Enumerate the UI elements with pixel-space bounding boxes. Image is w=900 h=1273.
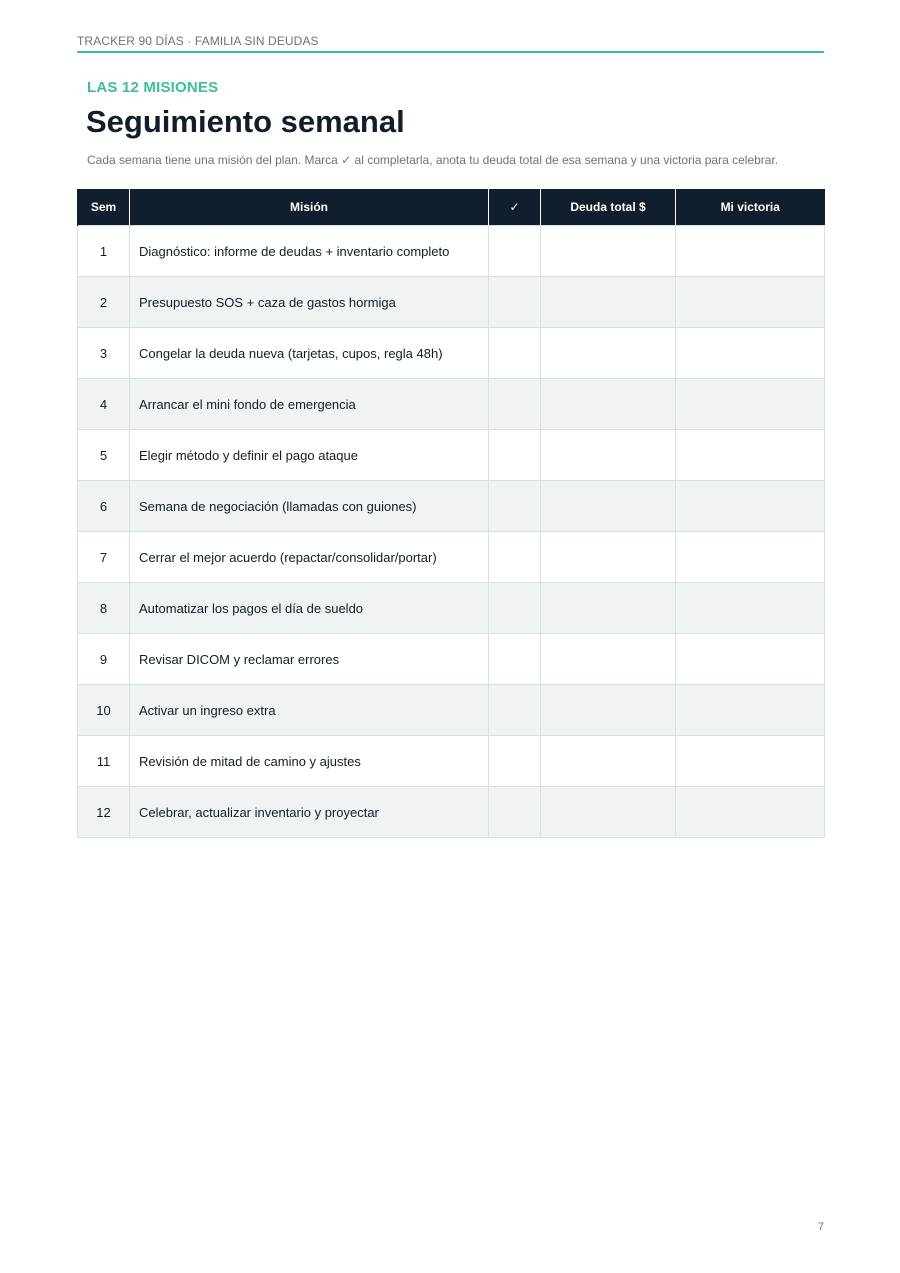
week-number-cell: 3 [78,328,130,379]
victory-cell[interactable] [676,379,825,430]
mission-cell: Revisar DICOM y reclamar errores [130,634,489,685]
victory-cell[interactable] [676,430,825,481]
mission-cell: Automatizar los pagos el día de sueldo [130,583,489,634]
check-cell[interactable] [489,328,541,379]
page-subtitle: Cada semana tiene una misión del plan. Marca ✓ al completarla, anota tu deuda total de esa semana y una victoria para celebrar. [87,153,779,167]
week-number-cell: 5 [78,430,130,481]
debt-total-cell[interactable] [541,634,676,685]
victory-cell[interactable] [676,685,825,736]
check-cell[interactable] [489,583,541,634]
table-row [78,532,825,583]
check-cell[interactable] [489,736,541,787]
check-cell[interactable] [489,532,541,583]
victory-cell[interactable] [676,736,825,787]
table-body [78,226,825,838]
week-number-cell: 9 [78,634,130,685]
page-number: 7 [817,1221,824,1233]
mission-cell: Congelar la deuda nueva (tarjetas, cupos, regla 48h) [130,328,489,379]
check-cell[interactable] [489,787,541,838]
mission-cell: Cerrar el mejor acuerdo (repactar/consolidar/portar) [130,532,489,583]
week-number-cell: 10 [78,685,130,736]
debt-total-cell[interactable] [541,430,676,481]
debt-total-cell[interactable] [541,583,676,634]
debt-total-cell[interactable] [541,481,676,532]
victory-cell[interactable] [676,226,825,277]
victory-cell[interactable] [676,583,825,634]
table-row [78,634,825,685]
debt-total-cell[interactable] [541,379,676,430]
debt-total-cell[interactable] [541,736,676,787]
victory-cell[interactable] [676,634,825,685]
debt-total-cell[interactable] [541,328,676,379]
week-number-cell: 6 [78,481,130,532]
section-eyebrow: LAS 12 MISIONES [87,79,219,96]
victory-cell[interactable] [676,532,825,583]
table-row [78,736,825,787]
column-header-check: ✓ [489,189,541,226]
mission-cell: Presupuesto SOS + caza de gastos hormiga [130,277,489,328]
weekly-tracker-table [77,189,825,838]
table-row [78,226,825,277]
mission-cell: Revisión de mitad de camino y ajustes [130,736,489,787]
table-row [78,787,825,838]
week-number-cell: 8 [78,583,130,634]
mission-cell: Arrancar el mini fondo de emergencia [130,379,489,430]
debt-total-cell[interactable] [541,226,676,277]
table-row [78,481,825,532]
table-row [78,277,825,328]
victory-cell[interactable] [676,277,825,328]
victory-cell[interactable] [676,481,825,532]
running-header: TRACKER 90 DÍAS · FAMILIA SIN DEUDAS [77,34,824,53]
check-cell[interactable] [489,634,541,685]
check-cell[interactable] [489,430,541,481]
week-number-cell: 1 [78,226,130,277]
table-row [78,328,825,379]
victory-cell[interactable] [676,328,825,379]
column-header-victory: Mi victoria [676,189,825,226]
mission-cell: Celebrar, actualizar inventario y proyectar [130,787,489,838]
mission-cell: Semana de negociación (llamadas con guiones) [130,481,489,532]
week-number-cell: 11 [78,736,130,787]
column-header-sem: Sem [78,189,130,226]
page-title: Seguimiento semanal [86,104,405,139]
table-row [78,430,825,481]
debt-total-cell[interactable] [541,685,676,736]
debt-total-cell[interactable] [541,532,676,583]
week-number-cell: 12 [78,787,130,838]
check-cell[interactable] [489,226,541,277]
table-row [78,583,825,634]
mission-cell: Diagnóstico: informe de deudas + inventario completo [130,226,489,277]
column-header-mision: Misión [130,189,489,226]
mission-cell: Elegir método y definir el pago ataque [130,430,489,481]
week-number-cell: 4 [78,379,130,430]
check-cell[interactable] [489,379,541,430]
debt-total-cell[interactable] [541,787,676,838]
debt-total-cell[interactable] [541,277,676,328]
week-number-cell: 7 [78,532,130,583]
table-row [78,379,825,430]
week-number-cell: 2 [78,277,130,328]
check-cell[interactable] [489,685,541,736]
check-cell[interactable] [489,481,541,532]
table-header-row [78,189,825,226]
victory-cell[interactable] [676,787,825,838]
check-cell[interactable] [489,277,541,328]
column-header-debt: Deuda total $ [541,189,676,226]
table-row [78,685,825,736]
mission-cell: Activar un ingreso extra [130,685,489,736]
